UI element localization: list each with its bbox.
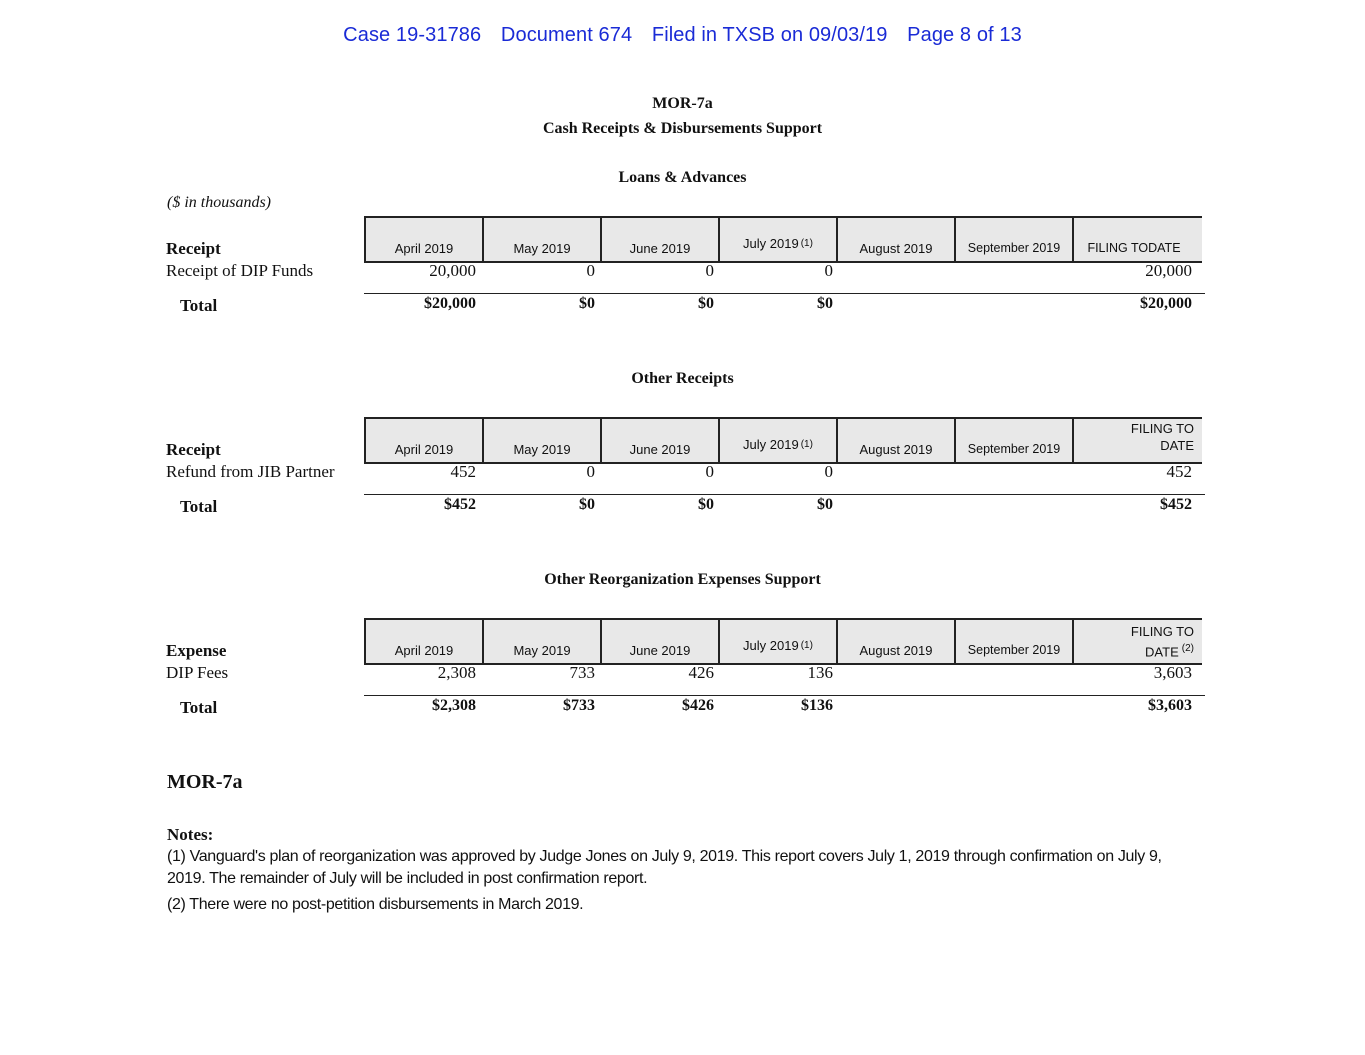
- section-title-reorg-expenses: Other Reorganization Expenses Support: [544, 571, 821, 588]
- page-title: Cash Receipts & Disbursements Support: [542, 120, 823, 137]
- header-july: July 2019 (1): [720, 419, 838, 462]
- row-label: Refund from JIB Partner: [166, 462, 335, 481]
- table-row: [165, 261, 1205, 283]
- header-may: May 2019: [484, 218, 602, 261]
- total-may: $0: [579, 295, 595, 312]
- loans-advances-table: [165, 216, 1205, 328]
- cell-april: 2,308: [437, 663, 476, 682]
- cell-filing-to-date: 3,603: [1153, 663, 1192, 682]
- column-label-receipt: Receipt: [166, 239, 221, 258]
- header-september: September 2019: [956, 419, 1074, 462]
- total-may: $0: [579, 496, 595, 513]
- note-2: (2) There were no post-petition disbursements in March 2019.: [167, 896, 584, 913]
- reorg-expenses-table: [165, 618, 1205, 730]
- footnote-ref: (1): [800, 640, 813, 651]
- header-may: May 2019: [484, 620, 602, 663]
- total-april: $20,000: [424, 295, 476, 312]
- header-june: June 2019: [602, 218, 720, 261]
- cell-april: 452: [450, 462, 476, 481]
- cell-filing-to-date: 20,000: [1145, 261, 1192, 280]
- document-number: Document 674: [500, 24, 633, 46]
- total-row: [180, 695, 1205, 730]
- total-filing-to-date: $452: [1160, 496, 1192, 513]
- header-august: August 2019: [838, 419, 956, 462]
- total-april: $2,308: [432, 697, 476, 714]
- header-filing-to-date: FILING TO DATE $^{(2)}$: [1130, 623, 1194, 659]
- total-filing-to-date: $20,000: [1140, 295, 1192, 312]
- header-filing-to-date: FILING TODATE: [1087, 241, 1181, 255]
- cell-july: 0: [824, 462, 833, 481]
- cell-june: 0: [705, 462, 714, 481]
- header-august: August 2019: [838, 620, 956, 663]
- cell-filing-to-date: 452: [1166, 462, 1192, 481]
- row-label: DIP Fees: [166, 663, 229, 682]
- court-filing-stamp: [0, 24, 1365, 47]
- table-header: [165, 417, 1205, 462]
- total-label: Total: [180, 698, 218, 717]
- total-label: Total: [180, 296, 218, 315]
- cell-may: 733: [569, 663, 595, 682]
- header-july: July 2019 (1): [720, 218, 838, 261]
- footnote-ref: (1): [800, 439, 813, 450]
- total-june: $426: [682, 697, 714, 714]
- total-filing-to-date: $3,603: [1148, 697, 1192, 714]
- header-may: May 2019: [484, 419, 602, 462]
- form-number: MOR-7a: [652, 95, 713, 112]
- units-note: ($ in thousands): [167, 194, 271, 211]
- total-row: [180, 494, 1205, 529]
- column-label-expense: Expense: [166, 641, 227, 660]
- table-row: [165, 462, 1205, 484]
- notes-title: Notes:: [167, 825, 214, 844]
- header-april: April 2019: [366, 620, 484, 663]
- header-september: September 2019: [956, 620, 1074, 663]
- case-number: Case 19-31786: [343, 24, 482, 46]
- cell-april: 20,000: [429, 261, 476, 280]
- section-title-other-receipts: Other Receipts: [631, 370, 734, 387]
- header-july: July 2019 (1): [720, 620, 838, 663]
- total-april: $452: [444, 496, 476, 513]
- cell-july: 136: [807, 663, 833, 682]
- header-april: April 2019: [366, 419, 484, 462]
- column-label-receipt: Receipt: [166, 440, 221, 459]
- header-september: September 2019: [956, 218, 1074, 261]
- table-header: [165, 618, 1205, 663]
- row-label: Receipt of DIP Funds: [166, 261, 314, 280]
- total-july: $0: [817, 295, 833, 312]
- footnote-ref: (2): [1181, 642, 1194, 654]
- total-row: [180, 293, 1205, 328]
- table-row: [165, 663, 1205, 685]
- cell-july: 0: [824, 261, 833, 280]
- cell-may: 0: [586, 261, 595, 280]
- total-june: $0: [698, 496, 714, 513]
- filed-date: Filed in TXSB on 09/03/19: [651, 24, 888, 46]
- header-filing-to-date: FILING TO DATE: [1130, 421, 1194, 453]
- total-label: Total: [180, 497, 218, 516]
- footnote-ref: (1): [800, 238, 813, 249]
- footer-form-number: MOR-7a: [167, 771, 243, 793]
- table-header: [165, 216, 1205, 261]
- total-june: $0: [698, 295, 714, 312]
- header-april: April 2019: [366, 218, 484, 261]
- total-may: $733: [563, 697, 595, 714]
- total-july: $0: [817, 496, 833, 513]
- cell-june: 426: [688, 663, 714, 682]
- cell-may: 0: [586, 462, 595, 481]
- header-june: June 2019: [602, 419, 720, 462]
- total-july: $136: [801, 697, 833, 714]
- note-1: (1) Vanguard's plan of reorganization was approved by Judge Jones on July 9, 2019. This report covers July 1, 2019 through confirmation on July 9, 2019. The remainder of July will be included in post confirmation report.: [167, 848, 1162, 887]
- other-receipts-table: [165, 417, 1205, 529]
- cell-june: 0: [705, 261, 714, 280]
- page-number: Page 8 of 13: [907, 24, 1022, 46]
- header-june: June 2019: [602, 620, 720, 663]
- header-august: August 2019: [838, 218, 956, 261]
- section-title-loans: Loans & Advances: [618, 169, 747, 186]
